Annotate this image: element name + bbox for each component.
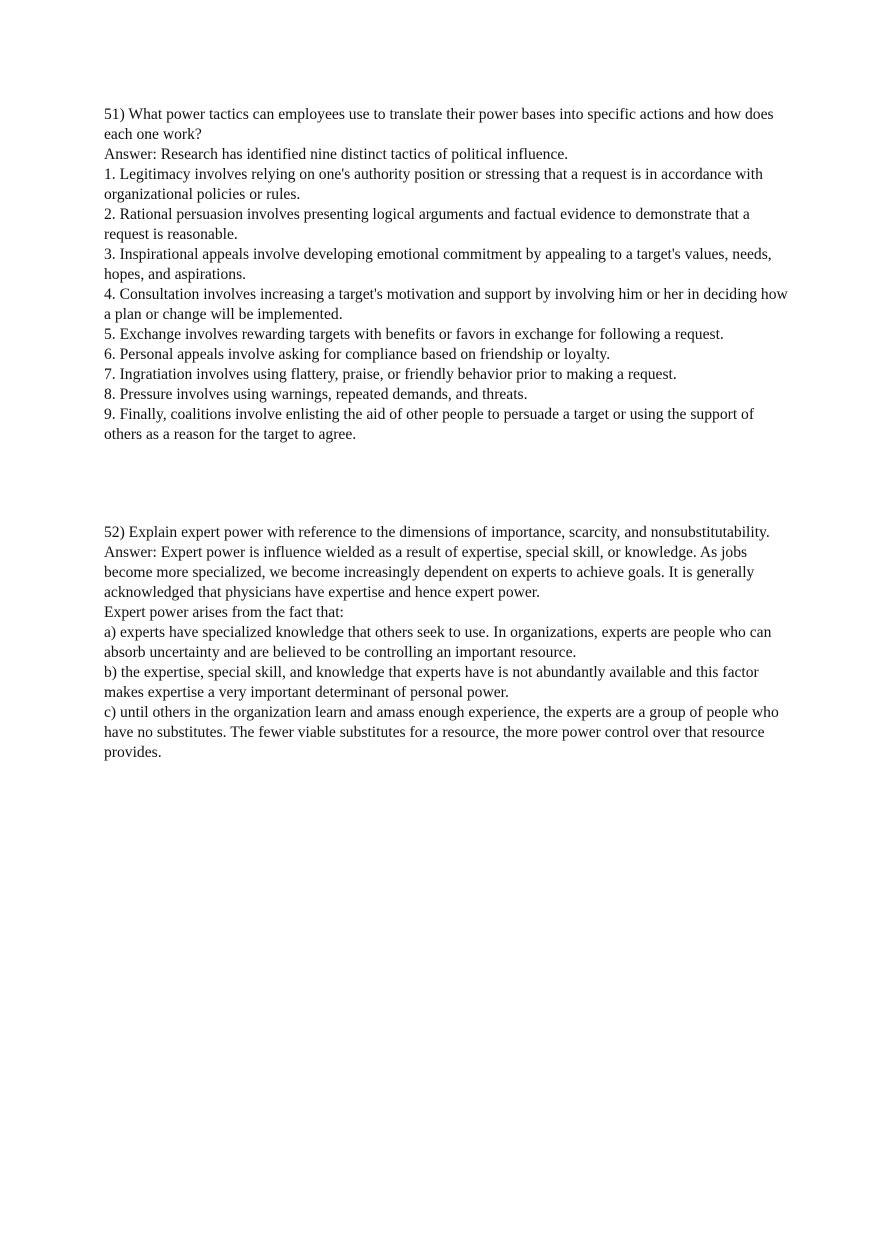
answer-item: 3. Inspirational appeals involve developing emotional commitment by appealing to a target's values, needs, hopes, and aspirations.	[104, 246, 772, 283]
answer-item: Expert power arises from the fact that:	[104, 604, 344, 621]
question-text: 52) Explain expert power with reference to the dimensions of importance, scarcity, and nonsubstitutability.	[104, 524, 770, 541]
answer-item: 2. Rational persuasion involves presenting logical arguments and factual evidence to demonstrate that a request is reasonable.	[104, 206, 750, 243]
answer-intro: Answer: Expert power is influence wielded as a result of expertise, special skill, or knowledge. As jobs become more specialized, we become increasingly dependent on experts to achieve goals. It is generally acknowledged that physicians have expertise and hence expert power.	[104, 544, 755, 601]
answer-item: 5. Exchange involves rewarding targets with benefits or favors in exchange for following a request.	[104, 326, 724, 343]
answer-item: 9. Finally, coalitions involve enlisting the aid of other people to persuade a target or using the support of others as a reason for the target to agree.	[104, 406, 755, 443]
answer-item: a) experts have specialized knowledge that others seek to use. In organizations, experts are people who can absorb uncertainty and are believed to be controlling an important resource.	[104, 624, 772, 661]
answer-item: 6. Personal appeals involve asking for compliance based on friendship or loyalty.	[104, 346, 611, 363]
question-block-52	[104, 523, 794, 763]
question-block-51	[104, 105, 794, 445]
document-page	[104, 105, 794, 763]
answer-item: 7. Ingratiation involves using flattery, praise, or friendly behavior prior to making a request.	[104, 366, 677, 383]
answer-item: 1. Legitimacy involves relying on one's authority position or stressing that a request is in accordance with organizational policies or rules.	[104, 166, 763, 203]
question-text: 51) What power tactics can employees use to translate their power bases into specific actions and how does each one work?	[104, 106, 774, 143]
answer-item: 8. Pressure involves using warnings, repeated demands, and threats.	[104, 386, 528, 403]
answer-item: 4. Consultation involves increasing a target's motivation and support by involving him or her in deciding how a plan or change will be implemented.	[104, 286, 788, 323]
answer-item: c) until others in the organization learn and amass enough experience, the experts are a group of people who have no substitutes. The fewer viable substitutes for a resource, the more power control over that resource provides.	[104, 704, 779, 761]
answer-item: b) the expertise, special skill, and knowledge that experts have is not abundantly available and this factor makes expertise a very important determinant of personal power.	[104, 664, 759, 701]
answer-intro: Answer: Research has identified nine distinct tactics of political influence.	[104, 146, 569, 163]
